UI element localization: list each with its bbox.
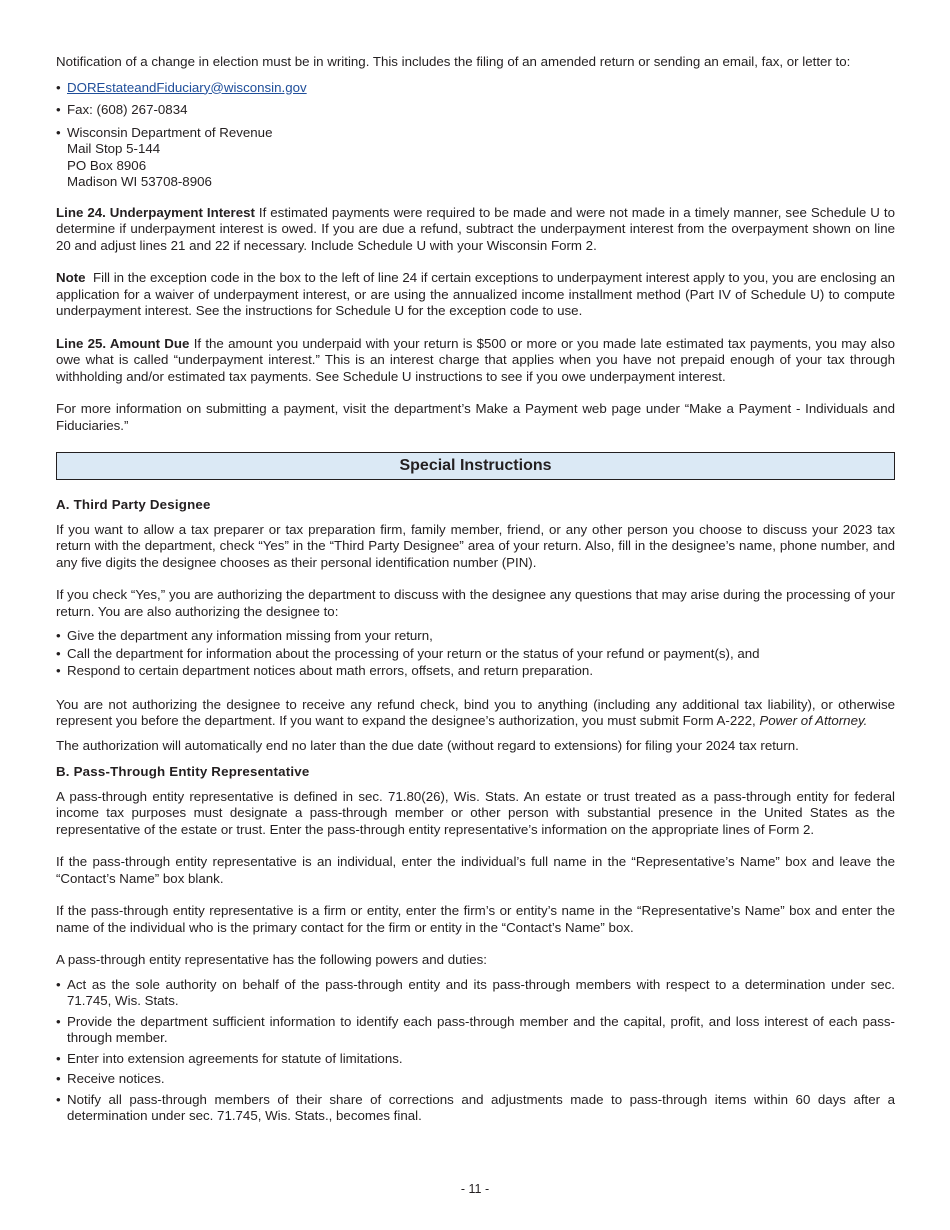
contact-fax-item: • Fax: (608) 267-0834 bbox=[56, 102, 895, 119]
contact-address-item bbox=[56, 125, 895, 191]
note-text: Fill in the exception code in the box to the left of line 24 if certain exceptions to underpayment interest apply to you, you are enclosing an application for a waiver of underpayment interest, or are using the annualized income installment method (Part IV of Schedule U) to compute underpayment interest. See the instructions for Schedule U for the exception code to use. bbox=[56, 270, 899, 318]
section-b-paragraph-3: If the pass-through entity representative is a firm or entity, enter the firm’s or entity’s name in the “Representative’s Name” box and enter the name of the individual who is the primary contact for the firm or entity in the “Contact’s Name” box. bbox=[56, 903, 895, 935]
section-a-heading: A. Third Party Designee bbox=[56, 497, 211, 512]
address-line: PO Box 8906 bbox=[67, 157, 147, 173]
section-a-paragraph-3 bbox=[56, 697, 895, 730]
line25-text: If the amount you underpaid with your return is $500 or more or you made late estimated tax payments, you may also owe what is called “underpayment interest.” This is an interest charge that applies when you have not prepaid enough of your tax through withholding and/or estimated tax payments. See Schedule U instructions to see if you owe underpayment interest. bbox=[56, 335, 896, 384]
line24-text: If estimated payments were required to be made and were not made in a timely manner, see Schedule U to determine if underpayment interest is owed. If you are due a refund, subtract the underpayment interest from the overpayment shown on line 20 and adjust lines 21 and 22 if necessary. Include Schedule U with your Wisconsin Form 2. bbox=[56, 204, 895, 253]
list-item: • Enter into extension agreements for statute of limitations. bbox=[56, 1051, 895, 1068]
page-number: - 11 - bbox=[460, 1182, 490, 1196]
section-b-heading: B. Pass-Through Entity Representative bbox=[56, 764, 310, 779]
line25-heading: Line 25. Amount Due bbox=[56, 335, 190, 351]
list-item: • Call the department for information about the processing of your return or the status of your refund or payment(s), and bbox=[56, 646, 895, 663]
list-item: • Provide the department sufficient information to identify each pass-through member and the capital, profit, and loss interest of each pass-through member. bbox=[56, 1014, 895, 1047]
list-item: • Respond to certain department notices about math errors, offsets, and return preparation. bbox=[56, 663, 895, 680]
list-item: • Give the department any information missing from your return, bbox=[56, 628, 895, 645]
list-item: • Notify all pass-through members of their share of corrections and adjustments made to pass-through items within 60 days after a determination under sec. 71.745, Wis. Stats., becomes final. bbox=[56, 1092, 895, 1125]
line24-heading: Line 24. Underpayment Interest bbox=[56, 204, 255, 220]
email-link[interactable]: DOREstateandFiduciary@wisconsin.gov bbox=[67, 79, 307, 95]
list-item: • Act as the sole authority on behalf of the pass-through entity and its pass-through members with respect to a determination under sec. 71.745, Wis. Stats. bbox=[56, 977, 895, 1010]
section-b-paragraph-2: If the pass-through entity representative is an individual, enter the individual’s full name in the “Representative’s Name” box and leave the “Contact’s Name” box blank. bbox=[56, 854, 895, 886]
section-b-paragraph-1: A pass-through entity representative is defined in sec. 71.80(26), Wis. Stats. An estate or trust treated as a pass-through entity for federal income tax purposes must designate a pass-through member or other person with substantial presence in the United States as the representative of the estate or trust. Enter the pass-through entity representative’s information on the appropriate lines of Form 2. bbox=[56, 788, 895, 837]
special-instructions-banner: Special Instructions bbox=[56, 452, 895, 480]
address-line: Mail Stop 5-144 bbox=[67, 141, 161, 156]
contact-email-item bbox=[56, 80, 895, 97]
section-a-paragraph-4: The authorization will automatically end no later than the due date (without regard to extensions) for filing your 2024 tax return. bbox=[56, 737, 799, 753]
payment-info-paragraph: For more information on submitting a payment, visit the department’s Make a Payment web page under “Make a Payment - Individuals and Fiduciaries.” bbox=[56, 401, 895, 433]
note-paragraph bbox=[56, 270, 899, 320]
section-a-paragraph-1: If you want to allow a tax preparer or tax preparation firm, family member, friend, or any other person you choose to discuss your 2023 tax return with the department, check “Yes” in the “Third Party Designee” area of your return. Also, fill in the designee’s name, phone number, and any five digits the designee chooses as their personal identification number (PIN). bbox=[56, 521, 895, 570]
section-a-paragraph-3-text: You are not authorizing the designee to receive any refund check, bind you to anything (including any additional tax liability), or otherwise represent you before the department. If you want to expand the designee’s authorization, you must submit Form A-222, bbox=[56, 696, 895, 728]
section-a-paragraph-2: If you check “Yes,” you are authorizing the department to discuss with the designee any questions that may arise during the processing of your return. You are also authorizing the designee to: bbox=[56, 587, 895, 619]
line24-paragraph bbox=[56, 205, 895, 255]
section-b-paragraph-4: A pass-through entity representative has the following powers and duties: bbox=[56, 952, 487, 967]
line25-paragraph bbox=[56, 336, 895, 386]
address-line: Madison WI 53708-8906 bbox=[67, 174, 212, 189]
designee-authorization-list bbox=[56, 628, 895, 680]
representative-duties-list bbox=[56, 977, 895, 1125]
list-item: • Receive notices. bbox=[56, 1071, 895, 1088]
contact-list bbox=[56, 80, 895, 191]
note-heading: Note bbox=[56, 270, 86, 285]
power-of-attorney-title: Power of Attorney. bbox=[759, 713, 868, 728]
page-content bbox=[56, 54, 899, 1129]
address-line: • Wisconsin Department of Revenue bbox=[67, 124, 273, 140]
intro-paragraph: Notification of a change in election must be in writing. This includes the filing of an amended return or sending an email, fax, or letter to: bbox=[56, 54, 851, 69]
